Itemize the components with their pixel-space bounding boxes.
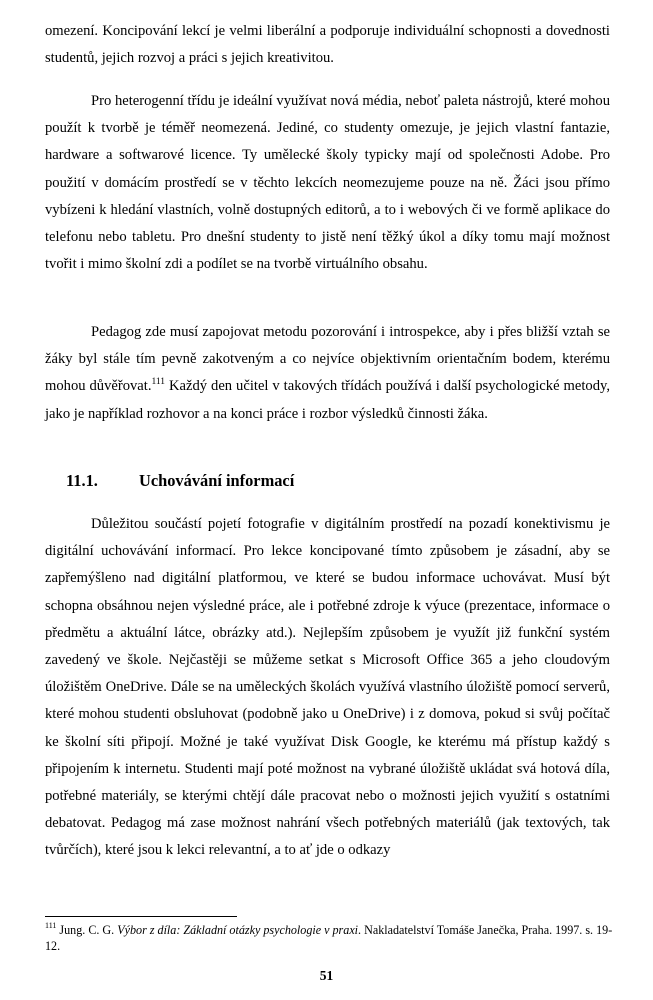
footnote-separator	[45, 916, 237, 917]
section-heading	[66, 470, 294, 492]
footnote-number: 111	[45, 920, 57, 930]
paragraph-text-after-ref: Každý den učitel v takových třídách používá i další psychologické metody, jako je například rozhovor a na konci práce i rozbor výsledků činnosti žáka.	[45, 378, 610, 422]
paragraph-new-media: Pro heterogenní třídu je ideální využívat nová média, neboť paleta nástrojů, které mohou použít k tvorbě je téměř neomezená. Jediné, co studenty omezuje, je jejich vlastní fantazie, hardware a softwarové licence. Ty umělecké školy typicky mají od společnosti Adobe. Pro použití v domácím prostředí se v těchto lekcích neomezujeme pouze na ně. Žáci jsou přímo vybízeni k hledání vlastních, volně dostupných editorů, a to i webových či ve formě aplikace do telefonu nebo tabletu. Pro dnešní studenty to jistě není těžký úkol a díky tomu mají možnost tvořit i mimo školní zdi a podílet se na tvorbě virtuálního obsahu.	[45, 93, 610, 273]
footnote-author: Jung. C. G.	[56, 923, 118, 937]
footnote-publication: . Nakladatelství Tomáše Janečka, Praha. 1997. s. 19-12.	[45, 923, 613, 953]
footnote-reference[interactable]: 111	[151, 376, 166, 387]
section-title: Uchovávání informací	[139, 471, 295, 490]
section-number: 11.1.	[66, 471, 98, 490]
paragraph-section-body: Důležitou součástí pojetí fotografie v digitálním prostředí na pozadí konektivismu je digitální uchovávání informací. Pro lekce koncipované tímto způsobem je zásadní, aby se zapřemýšleno nad digitální platformou, ve které se budou informace uchovávat. Musí být schopna obsáhnou nejen výsledné práce, ale i potřebné zdroje k výuce (prezentace, informace o předmětu a aktuální látce, obrázky atd.). Nejlepším způsobem je využít již funkční systém zavedený ve škole. Nejčastěji se můžeme setkat s Microsoft Office 365 a jeho cloudovým úložištěm OneDrive. Dále se na uměleckých školách využívá vlastního úložiště pomocí serverů, které mohou studenti obsluhovat (podobně jako u OneDrive) i z domova, pokud si svůj počítač ke školní síti připojí. Možné je také využívat Disk Google, ke kterému má přístup každý s připojením k internetu. Studenti mají poté možnost na vybrané úložiště ukládat svá hotová díla, potřebné materiály, se kterými chtějí dále pracovat nebo o možnosti jejich využití s ostatními debatovat. Pedagog má zase možnost nahrání všech potřebných materiálů (jak textových, tak tvůrčích), které jsou k lekci relevantní, a to ať jde o odkazy	[45, 516, 610, 859]
page-number: 51	[319, 968, 334, 983]
paragraph-text-before-ref: Pedagog zde musí zapojovat metodu pozorování i introspekce, aby i přes bližší vztah se žáky byl stále tím pevně zakotveným a co nejvíce objektivním orientačním bodem, kterému mohou důvěřovat.	[45, 324, 610, 395]
footnote	[45, 922, 620, 954]
paragraph-continuation: omezení. Koncipování lekcí je velmi liberální a podporuje individuální schopnosti a dovednosti studentů, jejich rozvoj a práci s jejich kreativitou.	[45, 23, 610, 67]
footnote-book-title: Výbor z díla: Základní otázky psychologie v praxi	[117, 923, 359, 937]
paragraph-pedagog	[45, 319, 610, 428]
